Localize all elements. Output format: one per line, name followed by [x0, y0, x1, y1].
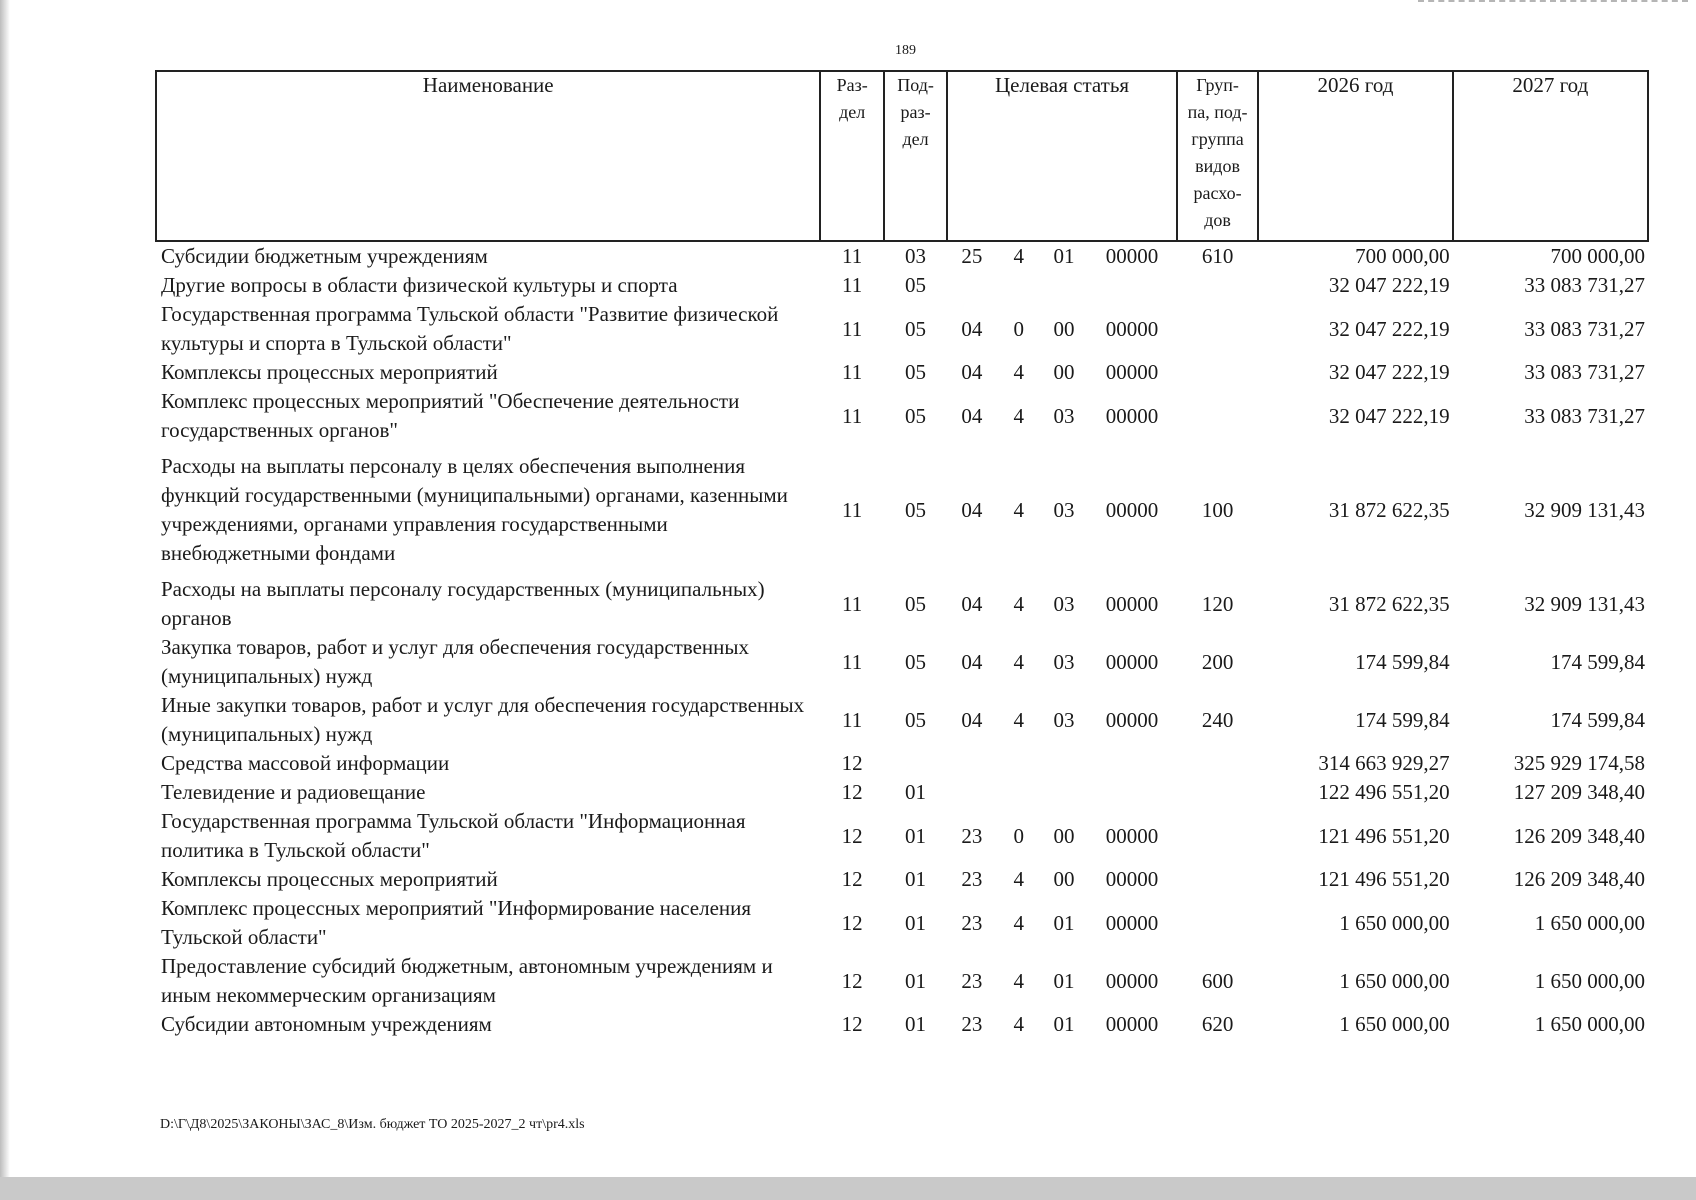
- row-tselevaya-type: [997, 778, 1041, 807]
- header-razdel: Раз- дел: [820, 71, 883, 241]
- row-amount-2026: 122 496 551,20: [1318, 780, 1450, 804]
- row-tselevaya-complex: [1041, 271, 1087, 300]
- row-tselevaya-type: 4: [1013, 910, 1024, 935]
- row-podrazdel: 05: [905, 403, 927, 428]
- row-tselevaya-direction: 00000: [1105, 867, 1159, 891]
- row-tselevaya-direction: [1087, 778, 1177, 807]
- row-vid-rashodov: [1177, 749, 1259, 778]
- row-razdel: 12: [841, 780, 863, 804]
- row-razdel: 11: [842, 649, 863, 674]
- row-amount-2027: 32 909 131,43: [1524, 591, 1645, 616]
- row-podrazdel: 03: [905, 244, 927, 268]
- row-tselevaya-program: 23: [961, 1012, 983, 1036]
- row-amount-2027: 1 650 000,00: [1534, 910, 1645, 935]
- row-amount-2026: 700 000,00: [1355, 244, 1450, 268]
- row-tselevaya-complex: 00: [1053, 316, 1075, 341]
- row-vid-rashodov: 200: [1201, 649, 1234, 674]
- row-tselevaya-program: 23: [961, 867, 983, 891]
- row-razdel: 11: [842, 273, 863, 297]
- row-tselevaya-direction: 00000: [1105, 707, 1159, 732]
- row-amount-2026: 174 599,84: [1355, 707, 1450, 732]
- table-row: [156, 952, 1648, 1010]
- row-tselevaya-program: 04: [961, 649, 983, 674]
- row-tselevaya-type: 4: [1013, 1012, 1024, 1036]
- row-tselevaya-program: 04: [961, 360, 983, 384]
- row-tselevaya-type: 4: [1013, 707, 1024, 732]
- header-2026: 2026 год: [1258, 71, 1452, 241]
- row-vid-rashodov: [1177, 865, 1259, 894]
- row-tselevaya-direction: [1087, 749, 1177, 778]
- row-tselevaya-direction: 00000: [1105, 591, 1159, 616]
- row-amount-2026: 32 047 222,19: [1328, 273, 1450, 297]
- row-podrazdel: [884, 749, 947, 778]
- row-name: Расходы на выплаты персоналу государственных (муниципальных) органов: [161, 577, 765, 630]
- row-amount-2027: 126 209 348,40: [1513, 823, 1645, 848]
- budget-table: [155, 70, 1649, 1039]
- row-tselevaya-complex: 03: [1053, 403, 1075, 428]
- row-tselevaya-program: 04: [961, 591, 983, 616]
- row-tselevaya-complex: 01: [1053, 244, 1075, 268]
- row-razdel: 12: [841, 823, 863, 848]
- row-vid-rashodov: [1177, 300, 1259, 358]
- row-amount-2027: 174 599,84: [1550, 649, 1645, 674]
- row-name: Предоставление субсидий бюджетным, автономным учреждениям и иным некоммерческим организациям: [161, 954, 773, 1007]
- table-row: [156, 300, 1648, 358]
- row-tselevaya-complex: 00: [1053, 360, 1075, 384]
- header-tselevaya-statya: Целевая статья: [947, 71, 1177, 241]
- row-vid-rashodov: [1177, 894, 1259, 952]
- row-name: Субсидии автономным учреждениям: [161, 1012, 492, 1036]
- row-podrazdel: 01: [905, 1012, 927, 1036]
- row-podrazdel: 05: [905, 360, 927, 384]
- row-tselevaya-program: 23: [961, 910, 983, 935]
- row-razdel: 12: [841, 751, 863, 775]
- row-tselevaya-program: 04: [961, 707, 983, 732]
- row-tselevaya-complex: 03: [1053, 591, 1075, 616]
- row-vid-rashodov: [1177, 387, 1259, 445]
- row-amount-2026: 1 650 000,00: [1339, 968, 1450, 993]
- row-amount-2026: 1 650 000,00: [1339, 1012, 1450, 1036]
- row-amount-2027: 127 209 348,40: [1513, 780, 1645, 804]
- row-amount-2027: 33 083 731,27: [1524, 316, 1645, 341]
- row-tselevaya-program: [947, 271, 996, 300]
- row-amount-2026: 32 047 222,19: [1328, 316, 1450, 341]
- row-tselevaya-complex: 01: [1053, 968, 1075, 993]
- row-amount-2026: 32 047 222,19: [1328, 403, 1450, 428]
- row-razdel: 11: [842, 316, 863, 341]
- row-podrazdel: 01: [905, 867, 927, 891]
- row-vid-rashodov: 600: [1201, 968, 1234, 993]
- header-gruppa-vidov-rashodov: Груп- па, под- группа видов расхо- дов: [1177, 71, 1259, 241]
- table-row: [156, 778, 1648, 807]
- row-vid-rashodov: 610: [1201, 244, 1234, 268]
- row-amount-2026: 314 663 929,27: [1318, 751, 1450, 775]
- row-name: Иные закупки товаров, работ и услуг для обеспечения государственных (муниципальных) нужд: [161, 693, 805, 746]
- row-tselevaya-type: 4: [1013, 591, 1024, 616]
- table-body: [156, 241, 1648, 1039]
- footer-file-path: D:\Г\Д8\2025\ЗАКОНЫ\ЗАС_8\Изм. бюджет ТО 2025-2027_2 чт\pr4.xls: [160, 1117, 585, 1132]
- row-tselevaya-direction: 00000: [1105, 403, 1159, 428]
- row-amount-2027: 325 929 174,58: [1513, 751, 1645, 775]
- row-amount-2026: 32 047 222,19: [1328, 360, 1450, 384]
- row-tselevaya-direction: 00000: [1105, 244, 1159, 268]
- row-tselevaya-direction: 00000: [1105, 649, 1159, 674]
- header-name: Наименование: [156, 71, 820, 241]
- row-name: Комплексы процессных мероприятий: [161, 360, 498, 384]
- table-row: [156, 575, 1648, 633]
- row-tselevaya-type: 4: [1013, 649, 1024, 674]
- row-podrazdel: 01: [905, 910, 927, 935]
- row-tselevaya-complex: 00: [1053, 867, 1075, 891]
- row-vid-rashodov: 120: [1201, 591, 1234, 616]
- row-razdel: 11: [842, 403, 863, 428]
- table-row: [156, 271, 1648, 300]
- row-name: Другие вопросы в области физической культуры и спорта: [161, 273, 678, 297]
- row-amount-2027: 700 000,00: [1550, 244, 1645, 268]
- row-vid-rashodov: 100: [1201, 497, 1234, 522]
- row-name: Субсидии бюджетным учреждениям: [161, 244, 488, 268]
- row-podrazdel: 01: [905, 968, 927, 993]
- row-tselevaya-program: 25: [961, 244, 983, 268]
- row-tselevaya-type: 4: [1013, 497, 1024, 522]
- row-podrazdel: 05: [905, 591, 927, 616]
- row-razdel: 12: [841, 1012, 863, 1036]
- row-tselevaya-complex: 03: [1053, 649, 1075, 674]
- row-tselevaya-complex: 01: [1053, 1012, 1075, 1036]
- row-amount-2027: 33 083 731,27: [1524, 273, 1645, 297]
- row-name: Комплекс процессных мероприятий "Обеспечение деятельности государственных органов": [161, 389, 740, 442]
- row-razdel: 12: [841, 968, 863, 993]
- row-tselevaya-direction: 00000: [1105, 1012, 1159, 1036]
- table-row: [156, 387, 1648, 445]
- row-vid-rashodov: [1177, 358, 1259, 387]
- row-amount-2026: 31 872 622,35: [1328, 591, 1450, 616]
- row-tselevaya-type: [997, 749, 1041, 778]
- row-name: Комплексы процессных мероприятий: [161, 867, 498, 891]
- row-tselevaya-type: 4: [1013, 867, 1024, 891]
- page-edge-shadow: [0, 0, 10, 1177]
- row-tselevaya-program: 04: [961, 403, 983, 428]
- row-podrazdel: 05: [905, 649, 927, 674]
- table-row: [156, 865, 1648, 894]
- row-razdel: 11: [842, 360, 863, 384]
- row-tselevaya-type: 4: [1013, 403, 1024, 428]
- page-number: 189: [895, 43, 916, 58]
- row-tselevaya-program: 04: [961, 497, 983, 522]
- row-tselevaya-direction: 00000: [1105, 968, 1159, 993]
- row-tselevaya-type: [997, 271, 1041, 300]
- table-row: [156, 241, 1648, 271]
- row-vid-rashodov: 240: [1201, 707, 1234, 732]
- row-amount-2026: 121 496 551,20: [1318, 867, 1450, 891]
- row-razdel: 12: [841, 867, 863, 891]
- row-tselevaya-type: 4: [1013, 244, 1024, 268]
- row-razdel: 11: [842, 707, 863, 732]
- row-tselevaya-complex: 00: [1053, 823, 1075, 848]
- row-tselevaya-direction: [1087, 271, 1177, 300]
- row-amount-2027: 33 083 731,27: [1524, 403, 1645, 428]
- row-tselevaya-direction: 00000: [1105, 910, 1159, 935]
- row-tselevaya-complex: 03: [1053, 707, 1075, 732]
- row-vid-rashodov: [1177, 271, 1259, 300]
- row-tselevaya-program: 23: [961, 823, 983, 848]
- row-amount-2026: 121 496 551,20: [1318, 823, 1450, 848]
- row-amount-2026: 174 599,84: [1355, 649, 1450, 674]
- table-header-row: [156, 71, 1648, 241]
- row-podrazdel: 05: [905, 316, 927, 341]
- row-amount-2027: 126 209 348,40: [1513, 867, 1645, 891]
- row-tselevaya-complex: 01: [1053, 910, 1075, 935]
- row-amount-2027: 32 909 131,43: [1524, 497, 1645, 522]
- row-vid-rashodov: 620: [1201, 1012, 1234, 1036]
- row-tselevaya-complex: 03: [1053, 497, 1075, 522]
- row-tselevaya-type: 4: [1013, 968, 1024, 993]
- row-razdel: 11: [842, 497, 863, 522]
- header-podrazdel: Под- раз- дел: [884, 71, 947, 241]
- row-amount-2026: 31 872 622,35: [1328, 497, 1450, 522]
- table-row: [156, 1010, 1648, 1039]
- row-tselevaya-type: 0: [1013, 823, 1024, 848]
- row-tselevaya-program: [947, 749, 996, 778]
- row-razdel: 12: [841, 910, 863, 935]
- row-podrazdel: 05: [905, 497, 927, 522]
- row-tselevaya-direction: 00000: [1105, 360, 1159, 384]
- row-podrazdel: 01: [905, 780, 927, 804]
- row-name: Закупка товаров, работ и услуг для обеспечения государственных (муниципальных) нужд: [161, 635, 750, 688]
- table-row: [156, 894, 1648, 952]
- row-amount-2027: 1 650 000,00: [1534, 1012, 1645, 1036]
- row-amount-2027: 174 599,84: [1550, 707, 1645, 732]
- table-row: [156, 633, 1648, 691]
- row-tselevaya-complex: [1041, 749, 1087, 778]
- row-podrazdel: 05: [905, 707, 927, 732]
- row-name: Телевидение и радиовещание: [161, 780, 426, 804]
- row-tselevaya-direction: 00000: [1105, 497, 1159, 522]
- table-row: [156, 807, 1648, 865]
- row-name: Расходы на выплаты персоналу в целях обеспечения выполнения функций государственными (муниципальными) органами, казенными учреждениями, органами управления государственными внебюджетными фондами: [161, 454, 788, 565]
- row-amount-2027: 33 083 731,27: [1524, 360, 1645, 384]
- row-tselevaya-type: 0: [1013, 316, 1024, 341]
- header-2027: 2027 год: [1453, 71, 1648, 241]
- row-podrazdel: 01: [905, 823, 927, 848]
- row-name: Государственная программа Тульской области "Информационная политика в Тульской области": [161, 809, 746, 862]
- table-row: [156, 358, 1648, 387]
- row-tselevaya-program: [947, 778, 996, 807]
- row-tselevaya-program: 23: [961, 968, 983, 993]
- table-row: [156, 445, 1648, 575]
- row-tselevaya-type: 4: [1013, 360, 1024, 384]
- row-amount-2026: 1 650 000,00: [1339, 910, 1450, 935]
- row-razdel: 11: [842, 244, 863, 268]
- row-name: Средства массовой информации: [161, 751, 450, 775]
- table-row: [156, 749, 1648, 778]
- row-podrazdel: 05: [905, 273, 927, 297]
- table-row: [156, 691, 1648, 749]
- row-tselevaya-program: 04: [961, 316, 983, 341]
- row-tselevaya-complex: [1041, 778, 1087, 807]
- row-vid-rashodov: [1177, 807, 1259, 865]
- row-vid-rashodov: [1177, 778, 1259, 807]
- row-tselevaya-direction: 00000: [1105, 316, 1159, 341]
- row-name: Комплекс процессных мероприятий "Информирование населения Тульской области": [161, 896, 752, 949]
- scan-corner-marks: [1418, 0, 1688, 6]
- row-tselevaya-direction: 00000: [1105, 823, 1159, 848]
- row-amount-2027: 1 650 000,00: [1534, 968, 1645, 993]
- row-name: Государственная программа Тульской области "Развитие физической культуры и спорта в Тульской области": [161, 302, 779, 355]
- row-razdel: 11: [842, 591, 863, 616]
